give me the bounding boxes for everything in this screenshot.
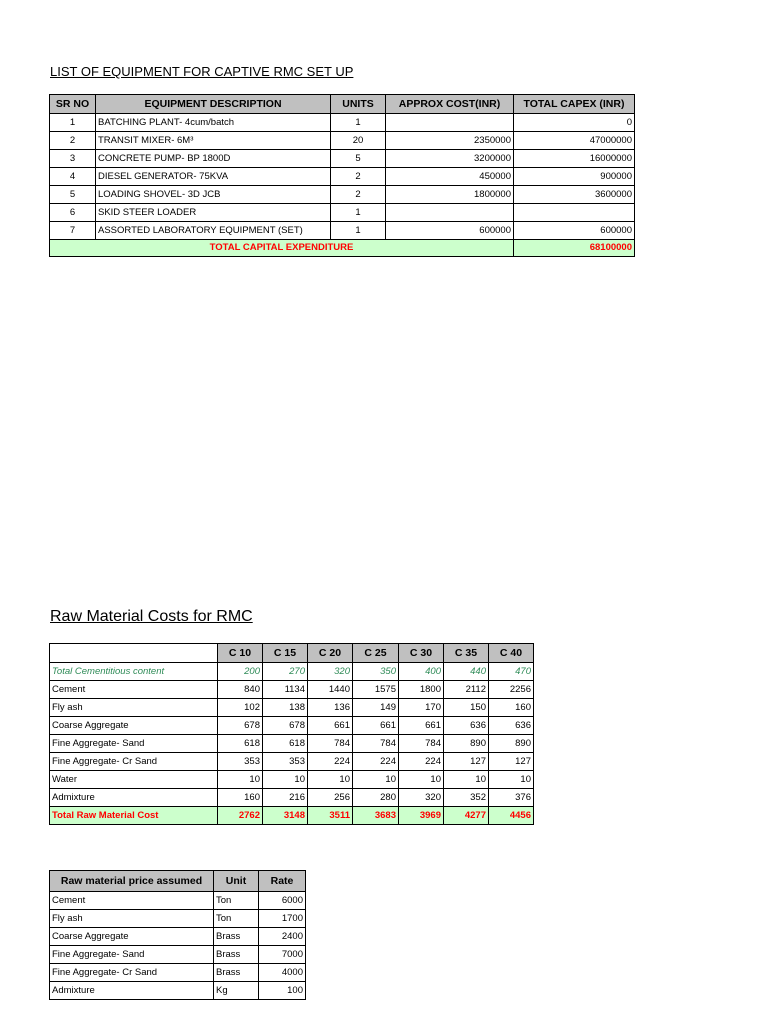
- sr-no-cell: 3: [50, 150, 96, 168]
- value-cell: 678: [263, 717, 308, 735]
- sr-no-cell: 7: [50, 222, 96, 240]
- material-cell: Fly ash: [50, 910, 214, 928]
- capex-cell: 16000000: [514, 150, 635, 168]
- value-cell: 400: [399, 663, 444, 681]
- table-row: [50, 892, 306, 910]
- sr-no-cell: 6: [50, 204, 96, 222]
- grade-header: C 30: [399, 644, 444, 663]
- table-row: [50, 771, 534, 789]
- value-cell: 784: [399, 735, 444, 753]
- col-header-total-capex: TOTAL CAPEX (INR): [514, 95, 635, 114]
- cost-cell: 600000: [386, 222, 514, 240]
- value-cell: 661: [399, 717, 444, 735]
- value-cell: 353: [218, 753, 263, 771]
- row-label: Admixture: [50, 789, 218, 807]
- table-row: [50, 699, 534, 717]
- row-label: Fine Aggregate- Cr Sand: [50, 753, 218, 771]
- col-header-approx-cost: APPROX COST(INR): [386, 95, 514, 114]
- cost-cell: 2350000: [386, 132, 514, 150]
- value-cell: 352: [444, 789, 489, 807]
- value-cell: 10: [353, 771, 399, 789]
- col-header-units: UNITS: [331, 95, 386, 114]
- row-label: Coarse Aggregate: [50, 717, 218, 735]
- table-row: [50, 946, 306, 964]
- units-cell: 2: [331, 186, 386, 204]
- units-cell: 1: [331, 204, 386, 222]
- value-cell: 784: [353, 735, 399, 753]
- rate-cell: 100: [259, 982, 306, 1000]
- value-cell: 256: [308, 789, 353, 807]
- row-label: Total Raw Material Cost: [50, 807, 218, 825]
- table-row: [50, 222, 635, 240]
- grade-header: C 15: [263, 644, 308, 663]
- raw-material-title: Raw Material Costs for RMC: [50, 608, 253, 625]
- row-label: Fly ash: [50, 699, 218, 717]
- sr-no-cell: 4: [50, 168, 96, 186]
- grade-header: C 25: [353, 644, 399, 663]
- description-cell: ASSORTED LABORATORY EQUIPMENT (SET): [96, 222, 331, 240]
- table-row: [50, 964, 306, 982]
- value-cell: 10: [399, 771, 444, 789]
- description-cell: LOADING SHOVEL- 3D JCB: [96, 186, 331, 204]
- value-cell: 10: [308, 771, 353, 789]
- value-cell: 224: [399, 753, 444, 771]
- value-cell: 890: [489, 735, 534, 753]
- value-cell: 224: [308, 753, 353, 771]
- table-row: [50, 150, 635, 168]
- value-cell: 1800: [399, 681, 444, 699]
- cost-cell: [386, 114, 514, 132]
- rate-cell: 1700: [259, 910, 306, 928]
- cost-cell: 1800000: [386, 186, 514, 204]
- row-label: Total Cementitious content: [50, 663, 218, 681]
- table-row: [50, 132, 635, 150]
- description-cell: SKID STEER LOADER: [96, 204, 331, 222]
- value-cell: 678: [218, 717, 263, 735]
- description-cell: TRANSIT MIXER- 6M³: [96, 132, 331, 150]
- unit-cell: Brass: [214, 928, 259, 946]
- value-cell: 320: [308, 663, 353, 681]
- value-cell: 353: [263, 753, 308, 771]
- total-value-cell: 3683: [353, 807, 399, 825]
- table-row: [50, 717, 534, 735]
- value-cell: 10: [444, 771, 489, 789]
- equipment-table: [49, 94, 635, 257]
- grade-header: C 40: [489, 644, 534, 663]
- material-cell: Fine Aggregate- Cr Sand: [50, 964, 214, 982]
- sr-no-cell: 5: [50, 186, 96, 204]
- table-row: [50, 204, 635, 222]
- value-cell: 1134: [263, 681, 308, 699]
- value-cell: 127: [489, 753, 534, 771]
- value-cell: 376: [489, 789, 534, 807]
- table-row: [50, 681, 534, 699]
- value-cell: 10: [218, 771, 263, 789]
- units-cell: 5: [331, 150, 386, 168]
- table-row: [50, 186, 635, 204]
- units-cell: 1: [331, 114, 386, 132]
- value-cell: 136: [308, 699, 353, 717]
- grade-header: C 10: [218, 644, 263, 663]
- description-cell: DIESEL GENERATOR- 75KVA: [96, 168, 331, 186]
- total-capex-label: TOTAL CAPITAL EXPENDITURE: [50, 240, 514, 257]
- value-cell: 2256: [489, 681, 534, 699]
- value-cell: 102: [218, 699, 263, 717]
- capex-cell: 3600000: [514, 186, 635, 204]
- total-value-cell: 3511: [308, 807, 353, 825]
- rate-cell: 6000: [259, 892, 306, 910]
- material-cell: Admixture: [50, 982, 214, 1000]
- value-cell: 636: [489, 717, 534, 735]
- rate-cell: 4000: [259, 964, 306, 982]
- table-row: [50, 982, 306, 1000]
- description-cell: CONCRETE PUMP- BP 1800D: [96, 150, 331, 168]
- value-cell: 618: [218, 735, 263, 753]
- value-cell: 618: [263, 735, 308, 753]
- table-row: [50, 114, 635, 132]
- capex-cell: 900000: [514, 168, 635, 186]
- col-header-rate: Rate: [259, 871, 306, 892]
- grade-header: C 20: [308, 644, 353, 663]
- price-table: [49, 870, 306, 1000]
- units-cell: 20: [331, 132, 386, 150]
- row-label: Cement: [50, 681, 218, 699]
- value-cell: 149: [353, 699, 399, 717]
- value-cell: 1575: [353, 681, 399, 699]
- value-cell: 440: [444, 663, 489, 681]
- value-cell: 138: [263, 699, 308, 717]
- value-cell: 890: [444, 735, 489, 753]
- units-cell: 1: [331, 222, 386, 240]
- value-cell: 150: [444, 699, 489, 717]
- value-cell: 840: [218, 681, 263, 699]
- capex-cell: 600000: [514, 222, 635, 240]
- value-cell: 1440: [308, 681, 353, 699]
- grade-header-row: [50, 644, 534, 663]
- row-label: Water: [50, 771, 218, 789]
- material-cell: Coarse Aggregate: [50, 928, 214, 946]
- col-header-description: EQUIPMENT DESCRIPTION: [96, 95, 331, 114]
- value-cell: 200: [218, 663, 263, 681]
- value-cell: 10: [489, 771, 534, 789]
- value-cell: 270: [263, 663, 308, 681]
- sr-no-cell: 1: [50, 114, 96, 132]
- capex-cell: [514, 204, 635, 222]
- units-cell: 2: [331, 168, 386, 186]
- table-row: [50, 735, 534, 753]
- description-cell: BATCHING PLANT- 4cum/batch: [96, 114, 331, 132]
- cost-cell: 450000: [386, 168, 514, 186]
- value-cell: 170: [399, 699, 444, 717]
- value-cell: 320: [399, 789, 444, 807]
- total-row: [50, 240, 635, 257]
- table-row: [50, 789, 534, 807]
- cost-cell: 3200000: [386, 150, 514, 168]
- value-cell: 470: [489, 663, 534, 681]
- table-row: [50, 753, 534, 771]
- value-cell: 160: [489, 699, 534, 717]
- unit-cell: Ton: [214, 910, 259, 928]
- value-cell: 216: [263, 789, 308, 807]
- unit-cell: Kg: [214, 982, 259, 1000]
- col-header-sr-no: SR NO: [50, 95, 96, 114]
- table-row: [50, 168, 635, 186]
- value-cell: 636: [444, 717, 489, 735]
- total-raw-material-row: [50, 807, 534, 825]
- table-row: [50, 928, 306, 946]
- rate-cell: 7000: [259, 946, 306, 964]
- col-header-unit: Unit: [214, 871, 259, 892]
- price-header-row: [50, 871, 306, 892]
- material-cell: Fine Aggregate- Sand: [50, 946, 214, 964]
- value-cell: 280: [353, 789, 399, 807]
- grade-header: C 35: [444, 644, 489, 663]
- blank-header-cell: [50, 644, 218, 663]
- value-cell: 784: [308, 735, 353, 753]
- total-value-cell: 3969: [399, 807, 444, 825]
- raw-material-table: [49, 643, 534, 825]
- rate-cell: 2400: [259, 928, 306, 946]
- row-label: Fine Aggregate- Sand: [50, 735, 218, 753]
- equipment-header-row: [50, 95, 635, 114]
- unit-cell: Brass: [214, 964, 259, 982]
- unit-cell: Brass: [214, 946, 259, 964]
- total-value-cell: 3148: [263, 807, 308, 825]
- col-header-material: Raw material price assumed: [50, 871, 214, 892]
- table-row: [50, 910, 306, 928]
- capex-cell: 47000000: [514, 132, 635, 150]
- cost-cell: [386, 204, 514, 222]
- total-capex-value: 68100000: [514, 240, 635, 257]
- capex-cell: 0: [514, 114, 635, 132]
- value-cell: 10: [263, 771, 308, 789]
- unit-cell: Ton: [214, 892, 259, 910]
- total-value-cell: 4277: [444, 807, 489, 825]
- value-cell: 160: [218, 789, 263, 807]
- value-cell: 127: [444, 753, 489, 771]
- total-value-cell: 2762: [218, 807, 263, 825]
- equipment-title: LIST OF EQUIPMENT FOR CAPTIVE RMC SET UP: [50, 64, 354, 79]
- value-cell: 224: [353, 753, 399, 771]
- sr-no-cell: 2: [50, 132, 96, 150]
- material-cell: Cement: [50, 892, 214, 910]
- value-cell: 661: [353, 717, 399, 735]
- total-value-cell: 4456: [489, 807, 534, 825]
- value-cell: 661: [308, 717, 353, 735]
- value-cell: 350: [353, 663, 399, 681]
- value-cell: 2112: [444, 681, 489, 699]
- cementitious-row: [50, 663, 534, 681]
